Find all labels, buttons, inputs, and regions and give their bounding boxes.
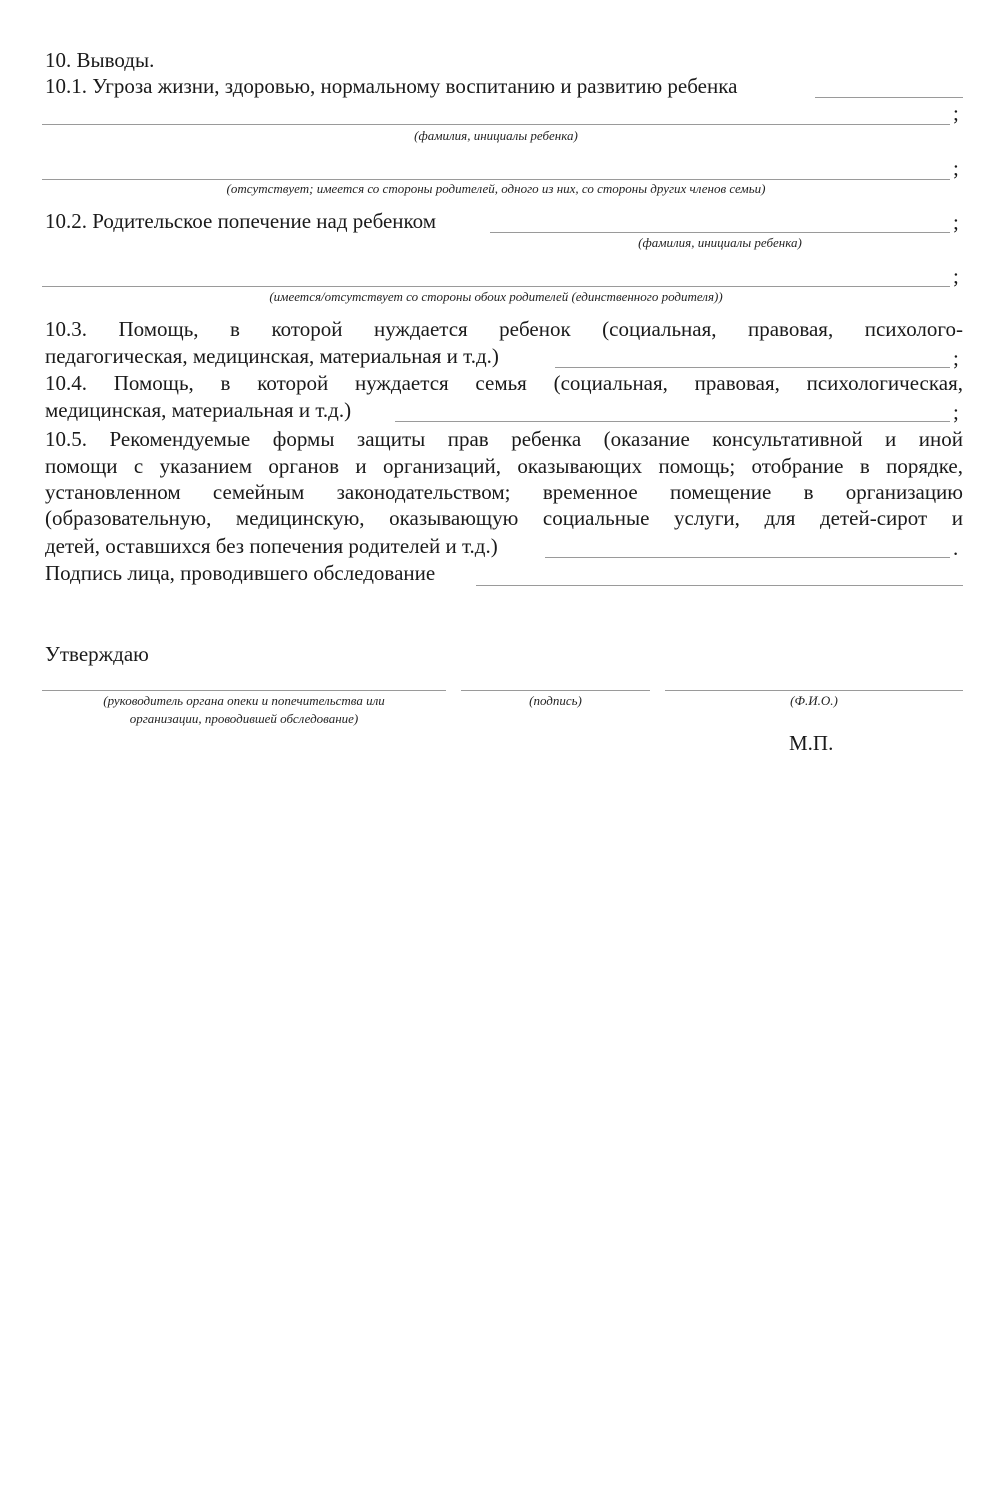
item-10-4-line-1: 10.4. Помощь, в которой нуждается семья (социальная, правовая, психологическая, — [45, 371, 963, 395]
inspector-signature-label: Подпись лица, проводившего обследование — [45, 561, 436, 585]
hint-signature: (подпись) — [529, 693, 582, 708]
hint-threat-presence: (отсутствует; имеется со стороны родителей, одного из них, со стороны других членов семьи) — [226, 181, 766, 196]
item-10-5-line-2: помощи с указанием органов и организаций, оказывающих помощь; отобрание в порядке, — [45, 454, 963, 478]
semicolon: ; — [953, 400, 959, 424]
hint-head-line-1: (руководитель органа опеки и попечительства или — [103, 693, 385, 708]
item-10-4-line-2: медицинская, материальная и т.д.) — [45, 398, 352, 422]
hint-fio: (Ф.И.О.) — [790, 693, 838, 708]
stamp-place-label: М.П. — [789, 731, 834, 755]
approve-title: Утверждаю — [45, 642, 149, 666]
section-heading: 10. Выводы. — [45, 48, 155, 72]
item-10-5-line-3: установленном семейным законодательством; временное помещение в организацию — [45, 480, 963, 504]
hint-head-line-2: организации, проводившей обследование) — [129, 711, 359, 726]
period: . — [953, 536, 959, 560]
item-10-3-line-1: 10.3. Помощь, в которой нуждается ребенок (социальная, правовая, психолого- — [45, 317, 963, 341]
child-name-field-1b[interactable] — [42, 124, 950, 125]
item-10-3-line-2: педагогическая, медицинская, материальная и т.д.) — [45, 344, 499, 368]
semicolon: ; — [953, 210, 959, 234]
semicolon: ; — [953, 346, 959, 370]
protection-forms-field[interactable] — [545, 557, 950, 558]
item-10-1-text: 10.1. Угроза жизни, здоровью, нормальному воспитанию и развитию ребенка — [45, 74, 738, 98]
threat-presence-field[interactable] — [42, 179, 950, 180]
item-10-5-line-4: (образовательную, медицинскую, оказывающую социальные услуги, для детей-сирот и — [45, 506, 963, 530]
semicolon: ; — [953, 101, 959, 125]
semicolon: ; — [953, 264, 959, 288]
item-10-5-line-5: детей, оставшихся без попечения родителей и т.д.) — [45, 534, 498, 558]
head-fio-field[interactable] — [665, 690, 963, 691]
inspector-signature-field[interactable] — [476, 585, 963, 586]
head-name-field[interactable] — [42, 690, 446, 691]
hint-parental-care: (имеется/отсутствует со стороны обоих родителей (единственного родителя)) — [269, 289, 723, 304]
hint-child-name-1: (фамилия, инициалы ребенка) — [414, 128, 578, 143]
child-help-field[interactable] — [555, 367, 950, 368]
family-help-field[interactable] — [395, 421, 950, 422]
child-name-field-2[interactable] — [490, 232, 950, 233]
semicolon: ; — [953, 156, 959, 180]
child-name-field-1a[interactable] — [815, 97, 963, 98]
parental-care-field[interactable] — [42, 286, 950, 287]
hint-child-name-2: (фамилия, инициалы ребенка) — [638, 235, 802, 250]
item-10-5-line-1: 10.5. Рекомендуемые формы защиты прав ребенка (оказание консультативной и иной — [45, 427, 963, 451]
head-signature-field[interactable] — [461, 690, 650, 691]
item-10-2-text: 10.2. Родительское попечение над ребенком — [45, 209, 437, 233]
